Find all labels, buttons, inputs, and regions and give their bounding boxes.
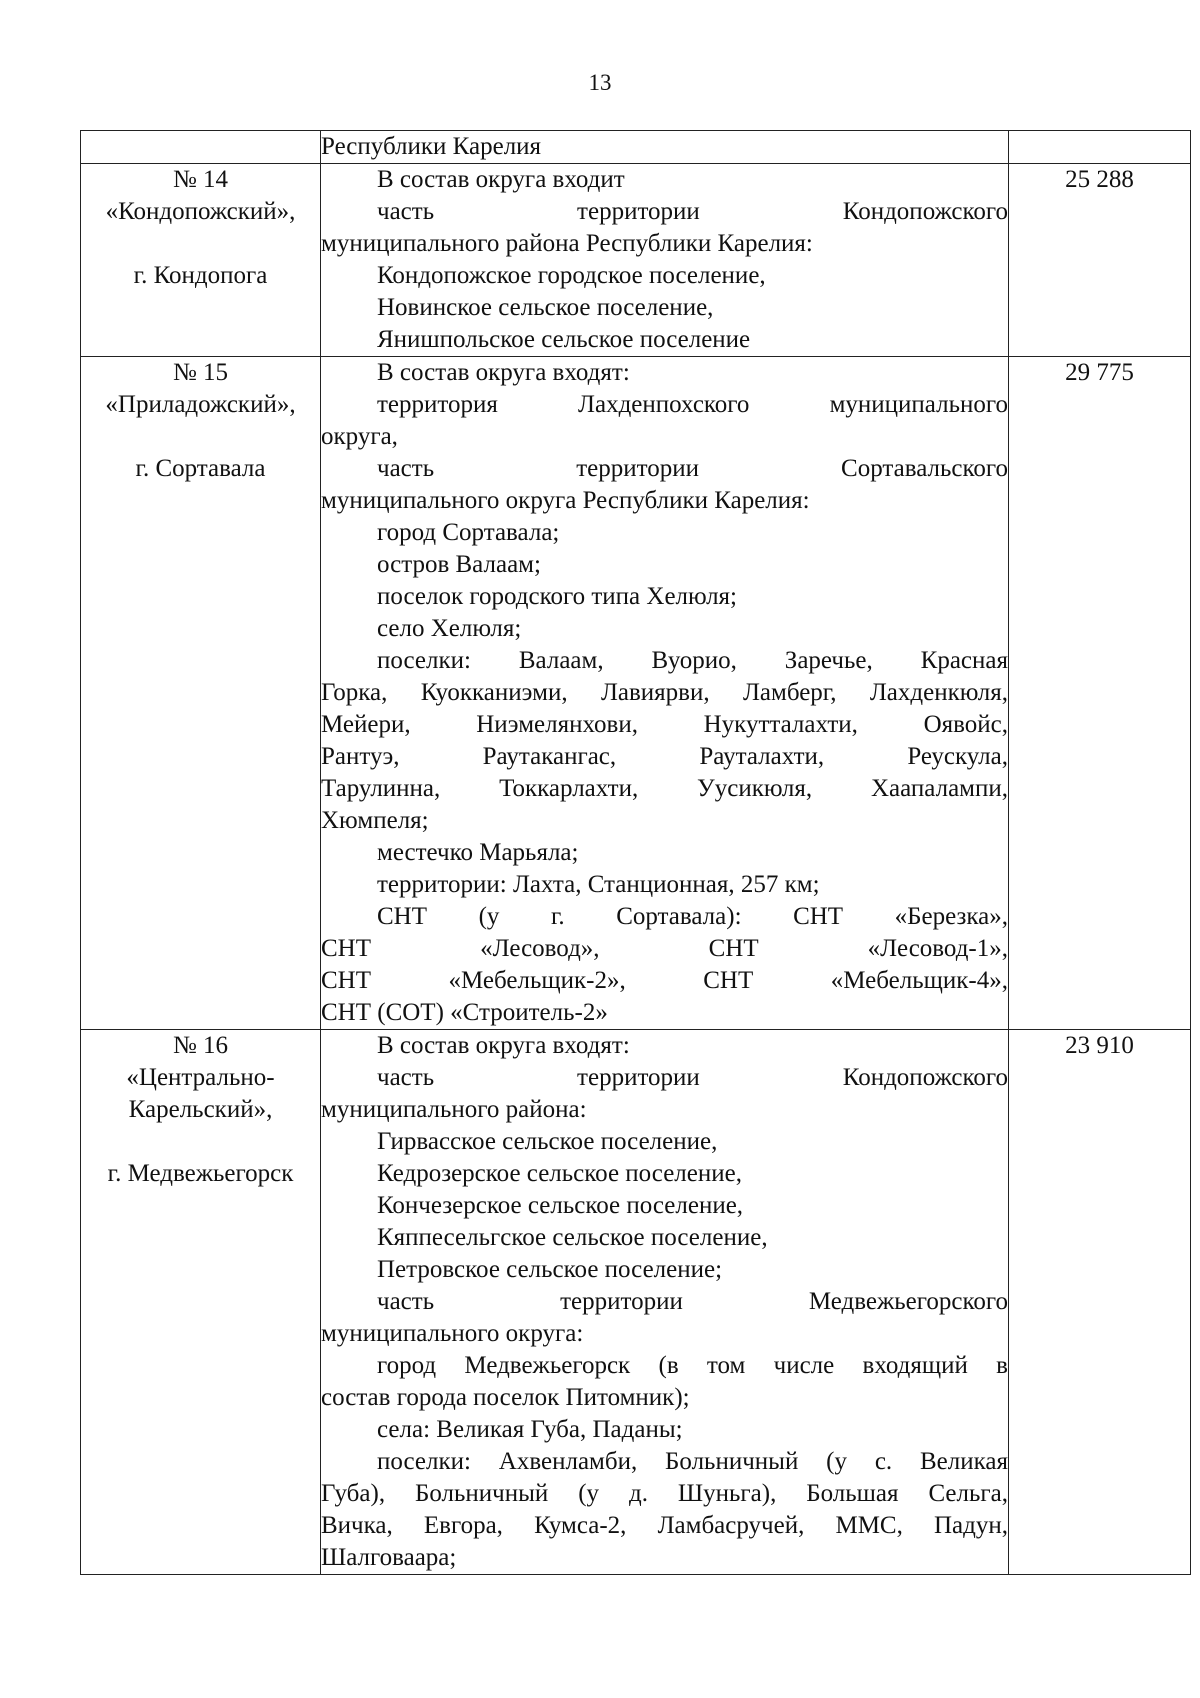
- description-line: СНТ (у г. Сортавала): СНТ «Березка»,: [377, 903, 1008, 930]
- description-line: часть территории Медвежьегорского: [377, 1288, 1008, 1315]
- district-name: «Приладожский»,: [105, 391, 296, 418]
- district-number: № 14: [172, 166, 229, 193]
- district-number: № 15: [172, 359, 229, 386]
- voter-count-cell: [1009, 1030, 1191, 1575]
- description-line: Горка, Куокканиэми, Лавиярви, Ламберг, Лахденкюля,: [321, 679, 1008, 706]
- district-description: [321, 131, 1009, 164]
- district-name: «Центрально-: [126, 1064, 275, 1091]
- district-description: [321, 1030, 1009, 1575]
- district-center: г. Медвежьегорск: [107, 1160, 294, 1187]
- district-name: Карельский»,: [128, 1096, 273, 1123]
- description-line: Гирвасское сельское поселение,: [377, 1128, 718, 1155]
- district-row: [81, 357, 1191, 1030]
- description-line: СНТ (СОТ) «Строитель-2»: [321, 999, 608, 1026]
- description-line: город Сортавала;: [377, 519, 560, 546]
- description-line: Кондопожское городское поселение,: [377, 262, 766, 289]
- description-line: Шалговаара;: [321, 1544, 457, 1571]
- description-line: Янишпольское сельское поселение: [377, 326, 751, 353]
- description-line: села: Великая Губа, Паданы;: [377, 1416, 683, 1443]
- description-line: территория Лахденпохского муниципального: [377, 391, 1008, 418]
- description-line: часть территории Кондопожского: [377, 198, 1008, 225]
- district-cell: [81, 1030, 321, 1575]
- description-line: Вичка, Евгора, Кумса-2, Ламбасручей, ММС, Падун,: [321, 1512, 1008, 1539]
- description-line: муниципального округа Республики Карелия:: [321, 487, 810, 514]
- page-number: 13: [588, 70, 612, 95]
- description-line: муниципального района:: [321, 1096, 587, 1123]
- description-line: муниципального округа:: [321, 1320, 584, 1347]
- district-number: № 16: [172, 1032, 229, 1059]
- district-description: [321, 164, 1009, 357]
- description-line: местечко Марьяла;: [377, 839, 579, 866]
- description-line: округа,: [321, 423, 398, 450]
- district-row: [81, 164, 1191, 357]
- district-center: г. Кондопога: [133, 262, 268, 289]
- description-line: Рантуэ, Раутакангас, Рауталахти, Реускула,: [321, 743, 1008, 770]
- description-line: Губа), Больничный (у д. Шуньга), Большая Сельга,: [321, 1480, 1008, 1507]
- description-line: В состав округа входят:: [377, 1032, 630, 1059]
- voter-count-cell: [1009, 357, 1191, 1030]
- description-line: В состав округа входит: [377, 166, 625, 193]
- description-line: Кончезерское сельское поселение,: [377, 1192, 744, 1219]
- district-cell: [81, 357, 321, 1030]
- description-line: поселок городского типа Хелюля;: [377, 583, 737, 610]
- district-cell: [81, 131, 321, 164]
- voter-count: 25 288: [1065, 166, 1134, 193]
- description-line: муниципального района Республики Карелия:: [321, 230, 813, 257]
- description-line: Новинское сельское поселение,: [377, 294, 714, 321]
- description-line: СНТ «Мебельщик-2», СНТ «Мебельщик-4»,: [321, 967, 1008, 994]
- description-line: остров Валаам;: [377, 551, 541, 578]
- description-line: территории: Лахта, Станционная, 257 км;: [377, 871, 820, 898]
- description-line: Кяппесельгское сельское поселение,: [377, 1224, 768, 1251]
- description-line: Хюмпеля;: [321, 807, 429, 834]
- district-center: г. Сортавала: [135, 455, 266, 482]
- description-line: часть территории Кондопожского: [377, 1064, 1008, 1091]
- description-line: часть территории Сортавальского: [377, 455, 1008, 482]
- district-cell: [81, 164, 321, 357]
- voter-count: 29 775: [1065, 359, 1134, 386]
- description-line: Тарулинна, Токкарлахти, Уусикюля, Хаапалампи,: [321, 775, 1008, 802]
- description-line: состав города поселок Питомник);: [321, 1384, 690, 1411]
- description-line: город Медвежьегорск (в том числе входящий в: [377, 1352, 1008, 1379]
- district-row: [81, 1030, 1191, 1575]
- voter-count-cell: [1009, 131, 1191, 164]
- description-line: поселки: Валаам, Вуорио, Заречье, Красная: [377, 647, 1008, 674]
- description-line: В состав округа входят:: [377, 359, 630, 386]
- description-line: село Хелюля;: [377, 615, 522, 642]
- district-row: [81, 131, 1191, 164]
- description-line: Республики Карелия: [321, 133, 542, 160]
- description-line: поселки: Ахвенламби, Больничный (у с. Великая: [377, 1448, 1008, 1475]
- description-line: СНТ «Лесовод», СНТ «Лесовод-1»,: [321, 935, 1008, 962]
- voter-count: 23 910: [1065, 1032, 1134, 1059]
- district-description: [321, 357, 1009, 1030]
- description-line: Мейери, Ниэмелянхови, Нукутталахти, Оявойс,: [321, 711, 1008, 738]
- electoral-districts-table: [80, 130, 1191, 1575]
- voter-count-cell: [1009, 164, 1191, 357]
- description-line: Петровское сельское поселение;: [377, 1256, 723, 1283]
- description-line: Кедрозерское сельское поселение,: [377, 1160, 742, 1187]
- district-name: «Кондопожский»,: [105, 198, 296, 225]
